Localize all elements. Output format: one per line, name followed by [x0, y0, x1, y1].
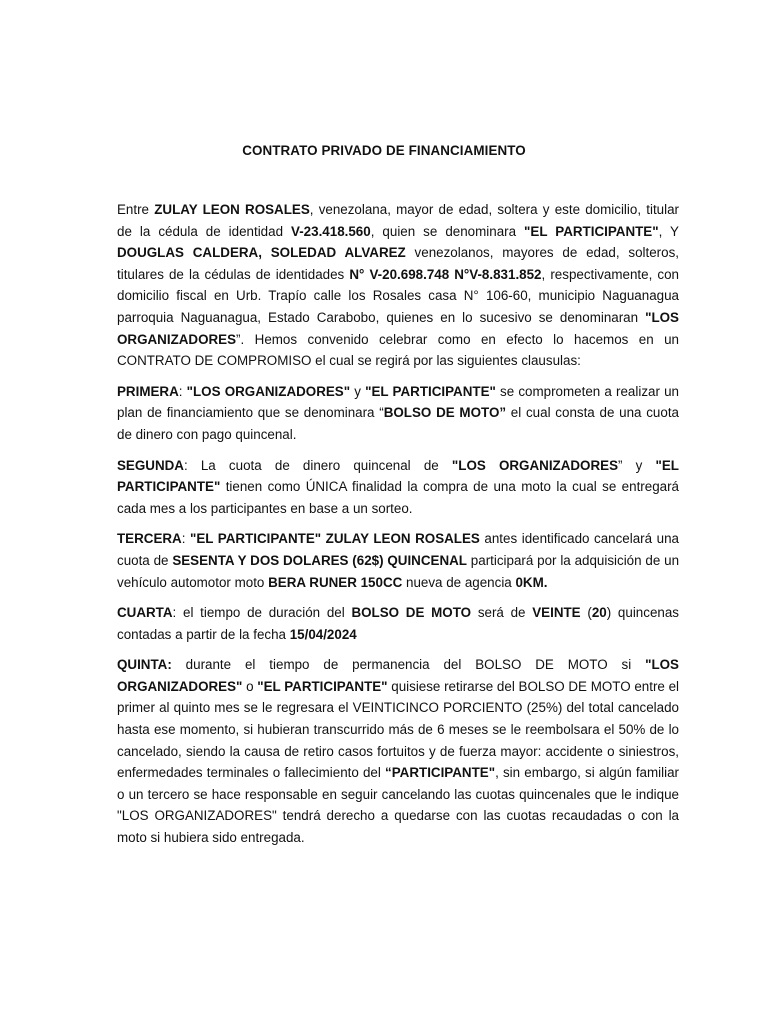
bold-text-run: "EL PARTICIPANTE"	[524, 223, 659, 239]
text-run: tienen como ÚNICA finalidad la compra de una moto la cual se entregará cada mes a los participantes en base a un sorteo.	[117, 479, 679, 516]
text-run: , venezolana, mayor de edad, soltera y este domicilio, titular de la cédula de identidad	[117, 202, 680, 239]
text-run: ”. Hemos convenido celebrar como en efecto lo hacemos en un CONTRATO DE COMPROMISO el cual se regirá por las siguientes clausulas:	[117, 331, 679, 369]
bold-text-run: BOLSO DE MOTO”	[383, 405, 507, 421]
paragraph-quinta	[117, 654, 679, 848]
text-run: ” y	[618, 457, 656, 473]
paragraph-cuarta	[117, 602, 679, 645]
text-run: o	[242, 678, 258, 694]
bold-text-run: "EL PARTICIPANTE"	[257, 678, 388, 694]
paragraph-tercera	[117, 528, 679, 593]
text-run: quisiese retirarse del BOLSO DE MOTO entre el primer al quinto mes se le regresara el VEINTICINCO PORCIENTO (25%) del total cancelado hasta ese momento, si hubieran transcurrido más de 6 meses se le reembolsara el 50% de lo cancelado, siendo la causa de retiro casos fortuitos y de fuerza mayor: accidente o siniestros, enfermedades terminales o fallecimiento del	[117, 678, 680, 781]
document-title: CONTRATO PRIVADO DE FINANCIAMIENTO	[242, 143, 526, 158]
bold-text-run: ZULAY LEON ROSALES	[154, 202, 310, 217]
text-run: participará por la adquisición de un vehículo automotor moto	[117, 552, 680, 590]
paragraph-intro	[117, 199, 679, 372]
bold-text-run: BERA RUNER 150CC	[268, 574, 403, 590]
text-run: :	[178, 383, 187, 399]
bold-text-run: CUARTA	[117, 605, 173, 621]
text-run: venezolanos, mayores de edad, solteros, titulares de la cédulas de identidades	[117, 245, 680, 282]
text-run: se comprometen a realizar un plan de financiamiento que se denominara “	[117, 383, 679, 421]
text-run: Entre	[117, 202, 155, 217]
text-run: y	[350, 383, 366, 399]
bold-text-run: BOLSO DE MOTO	[351, 605, 472, 621]
bold-text-run: VEINTE	[532, 605, 581, 621]
bold-text-run: 0KM.	[515, 574, 548, 590]
bold-text-run: “PARTICIPANTE"	[385, 765, 496, 781]
document-body	[117, 199, 679, 858]
paragraph-primera	[117, 381, 679, 446]
bold-text-run: 15/04/2024	[289, 626, 357, 642]
bold-text-run: DOUGLAS CALDERA, SOLEDAD ALVAREZ	[117, 245, 406, 261]
text-run: , Y	[658, 223, 679, 239]
bold-text-run: "LOS ORGANIZADORES"	[186, 383, 351, 399]
bold-text-run: "LOS ORGANIZADORES	[451, 457, 619, 473]
text-run: , sin embargo, si algún familiar o un tercero se hace responsable en seguir cancelando las cuotas quincenales que le indique "LOS ORGANIZADORES" tendrá derecho a quedarse con las cuotas recaudadas o con la moto si hubiera sido entregada.	[117, 765, 679, 846]
bold-text-run: QUINTA:	[117, 657, 172, 673]
bold-text-run: SEGUNDA	[117, 457, 184, 473]
text-run: será de	[471, 605, 533, 621]
text-run: :	[181, 531, 191, 547]
bold-text-run: N° V-20.698.748 N°V-8.831.852	[349, 266, 542, 282]
bold-text-run: "EL PARTICIPANTE"	[117, 457, 679, 495]
text-run: nueva de agencia	[402, 574, 516, 590]
text-run: ) quincenas contadas a partir de la fecha	[117, 605, 679, 642]
text-run: (	[580, 605, 592, 621]
bold-text-run: "LOS ORGANIZADORES"	[117, 657, 679, 694]
bold-text-run: V-23.418.560	[291, 223, 371, 239]
bold-text-run: "LOS ORGANIZADORES	[117, 309, 679, 347]
bold-text-run: TERCERA	[117, 531, 182, 547]
text-run: , quien se denominara	[370, 223, 525, 239]
text-run: , respectivamente, con domicilio fiscal en Urb. Trapío calle los Rosales casa N° 106-60, municipio Naguanagua parroquia Naguanagua, Estado Carabobo, quienes en lo sucesivo se denominaran	[117, 266, 679, 325]
text-run: : La cuota de dinero quincenal de	[183, 457, 452, 473]
bold-text-run: 20	[591, 605, 607, 621]
text-run: el cual consta de una cuota de dinero con pago quincenal.	[117, 405, 679, 442]
paragraph-segunda	[117, 455, 679, 520]
text-run: durante el tiempo de permanencia del BOLSO DE MOTO si	[171, 657, 646, 673]
bold-text-run: "EL PARTICIPANTE"	[365, 383, 496, 399]
text-run: : el tiempo de duración del	[172, 605, 352, 621]
bold-text-run: SESENTA Y DOS DOLARES (62$) QUINCENAL	[172, 552, 467, 568]
text-run: antes identificado cancelará una cuota de	[117, 531, 679, 568]
bold-text-run: "EL PARTICIPANTE" ZULAY LEON ROSALES	[190, 531, 480, 547]
bold-text-run: PRIMERA	[117, 383, 179, 399]
